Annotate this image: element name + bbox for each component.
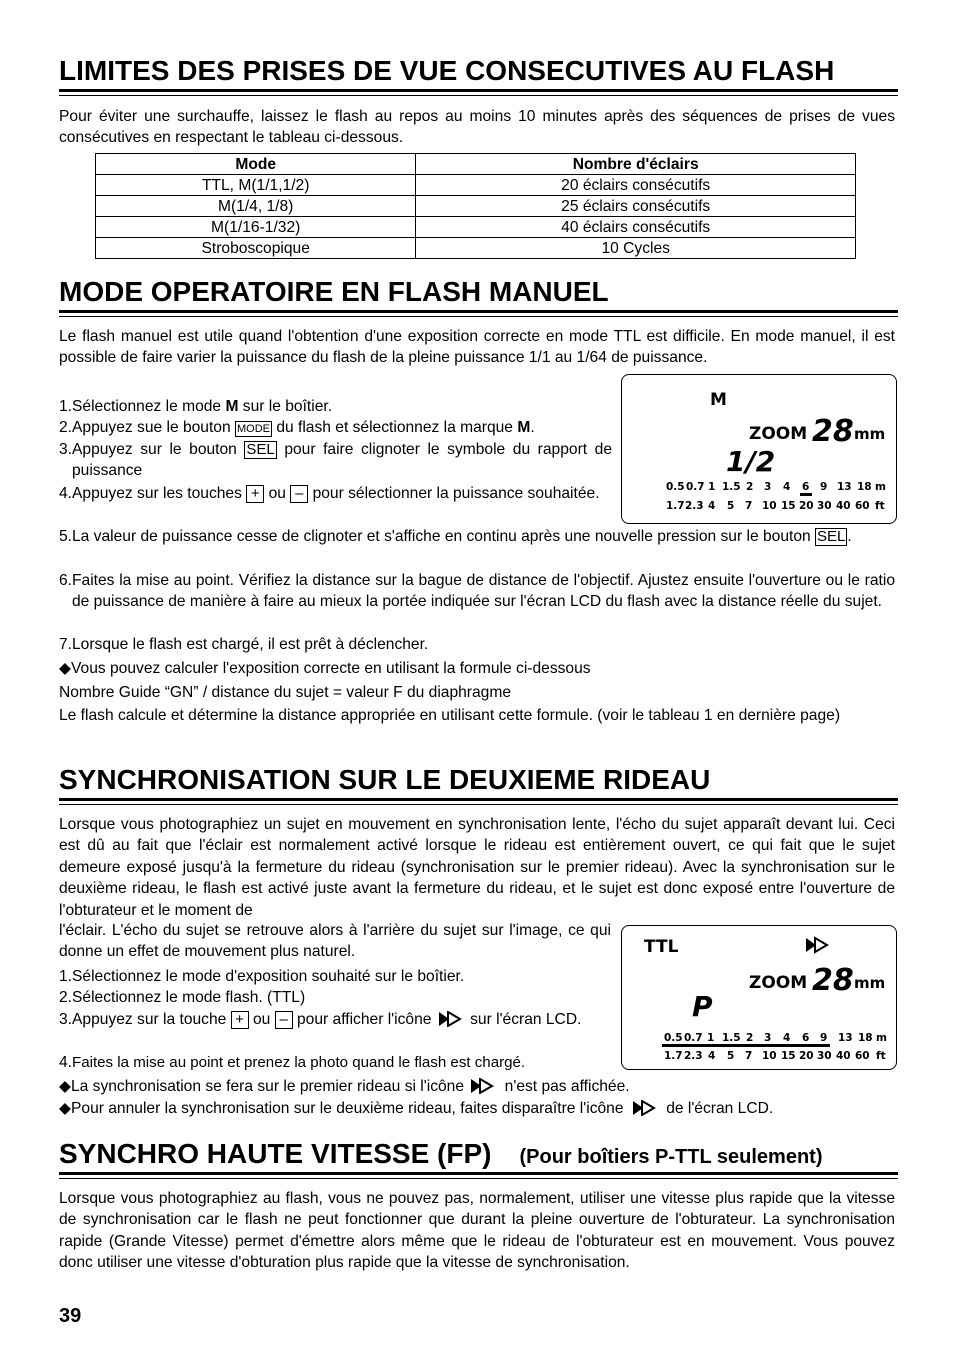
step-1: Sélectionnez le mode M sur le boîtier. [72, 398, 333, 415]
lcd-scale-label: 4 [783, 481, 791, 493]
paragraph-intro: Pour éviter une surchauffe, laissez le flash au repos au moins 10 minutes après des séquences de prises de vues consécutives en respectant le tableau ci-dessous. [59, 108, 895, 147]
lcd-scale-label: 0.7 [686, 481, 705, 493]
paragraph: Le flash calcule et détermine la distance appropriée en utilisant cette formule. (voir le tableau 1 en dernière page) [59, 707, 841, 724]
step-5: La valeur de puissance cesse de clignoter et s'affiche en continu après une nouvelle pression sur le bouton SEL . [72, 528, 852, 545]
rear-curtain-sync-icon [628, 1100, 662, 1116]
lcd-mode: TTL [644, 937, 679, 957]
lcd-distance-marker [800, 493, 812, 496]
section-title-deuxieme-rideau: SYNCHRONISATION SUR LE DEUXIEME RIDEAU [59, 764, 711, 795]
lcd-power-ratio: 1/2 [726, 445, 776, 478]
lcd-scale-label: 13 [838, 1032, 853, 1044]
lcd-scale-label: 1 [707, 1032, 715, 1044]
lcd-zoom-unit: mm [854, 974, 886, 992]
lcd-display-manual [621, 374, 897, 524]
lcd-scale-label: 2.3 [685, 500, 704, 512]
lcd-scale-label: 60 [855, 1050, 870, 1062]
lcd-mode: M [710, 390, 727, 410]
lcd-scale-label: 20 [799, 1050, 814, 1062]
step-3: Appuyez sur le bouton SEL pour faire clignoter le symbole du rapport de puissance [72, 441, 612, 480]
lcd-scale-label: 30 [817, 1050, 832, 1062]
note: ◆Pour annuler la synchronisation sur le deuxième rideau, faites disparaître l'icône de l'écran LCD. [59, 1100, 774, 1117]
lcd-zoom-value: 28 [812, 414, 854, 449]
lcd-scale-label: 2 [746, 481, 754, 493]
step-2: Sélectionnez le mode flash. (TTL) [72, 989, 306, 1006]
table-row [96, 217, 856, 238]
lcd-scale-unit: m [875, 481, 886, 493]
lcd-scale-label: 1 [708, 481, 716, 493]
sel-key-icon: SEL [817, 528, 846, 545]
paragraph: Lorsque vous photographiez au flash, vous ne pouvez pas, normalement, utiliser une vitesse plus rapide que la vitesse de synchronisation car le flash ne peut fonctionner que durant la pleine ouverture de l'obturateur. La synchronisation rapide (Grande Vitesse) permet d'émettre alors même que le rideau de l'obturateur est en mouvement. Vous pouvez donc utiliser une vitesse d'obturation plus rapide que la vitesse de synchronisation. [59, 1190, 895, 1272]
plus-key-icon: + [246, 485, 264, 503]
lcd-scale-label: 3 [764, 481, 772, 493]
table-cell: 10 Cycles [416, 238, 856, 259]
lcd-zoom-unit: mm [854, 425, 886, 443]
lcd-program-mode: P [692, 990, 713, 1023]
table-cell: M(1/4, 1/8) [96, 196, 416, 217]
table-cell: 25 éclairs consécutifs [416, 196, 856, 217]
table-row [96, 196, 856, 217]
mode-key-icon: MODE [237, 423, 270, 435]
title-rule [59, 1172, 898, 1179]
lcd-scale-m [662, 1032, 887, 1047]
rear-curtain-sync-icon [436, 1011, 466, 1027]
step-number: 7. [58, 636, 72, 653]
step-number: 1. [58, 398, 72, 415]
table-header: Mode [96, 154, 416, 175]
lcd-scale-label: 2.3 [684, 1050, 703, 1062]
step-4: Appuyez sur les touches + ou – pour sélectionner la puissance souhaitée. [72, 485, 600, 502]
lcd-scale-label: 15 [781, 1050, 796, 1062]
note: ◆Vous pouvez calculer l'exposition correcte en utilisant la formule ci-dessous [59, 660, 591, 677]
title-rule [59, 310, 898, 317]
lcd-scale-label: 15 [781, 500, 796, 512]
lcd-scale-label: 4 [708, 500, 716, 512]
lcd-scale-label: 5 [727, 1050, 735, 1062]
step-number: 1. [58, 968, 72, 985]
minus-key-icon: – [275, 1011, 293, 1029]
lcd-zoom-label: ZOOM [749, 973, 808, 993]
table-cell: 20 éclairs consécutifs [416, 175, 856, 196]
lcd-display-ttl [621, 925, 897, 1070]
step-4: Faites la mise au point et prenez la photo quand le flash est chargé. [72, 1054, 526, 1071]
lcd-scale-unit: ft [875, 500, 885, 512]
section-title-limites: LIMITES DES PRISES DE VUE CONSECUTIVES AU FLASH [59, 55, 835, 86]
flash-limits-table [95, 153, 856, 259]
table-cell: Stroboscopique [96, 238, 416, 259]
lcd-scale-label: 6 [802, 1032, 810, 1044]
lcd-scale-m [666, 481, 886, 496]
lcd-scale-label: 9 [820, 481, 828, 493]
lcd-scale-label: 20 [799, 500, 814, 512]
table-row [96, 175, 856, 196]
plus-key-icon: + [231, 1011, 249, 1029]
page-number: 39 [59, 1305, 82, 1327]
rear-curtain-sync-icon [468, 1078, 500, 1094]
section-title-synchro-fp: SYNCHRO HAUTE VITESSE (FP) (Pour boîtiers P-TTL seulement) [59, 1138, 823, 1169]
lcd-scale-label: 1.7 [664, 1050, 683, 1062]
step-number: 3. [58, 1011, 72, 1028]
step-6: Faites la mise au point. Vérifiez la distance sur la bague de distance de l'objectif. Ajustez ensuite l'ouverture ou le ratio de puissance de manière à faire au mieux la portée indiquée sur l'écran LCD du flash avec la distance réelle du sujet. [72, 572, 895, 611]
lcd-scale-label: 4 [783, 1032, 791, 1044]
step-2: Appuyez sue le bouton MODE du flash et sélectionnez la marque M. [72, 419, 535, 436]
lcd-zoom-label: ZOOM [749, 424, 808, 444]
title-rule [59, 798, 898, 805]
paragraph-intro: Le flash manuel est utile quand l'obtention d'une exposition correcte en mode TTL est difficile. En mode manuel, il est possible de faire varier la puissance du flash de la pleine puissance 1/1 au 1/64 de puissance. [59, 328, 895, 367]
step-number: 6. [58, 572, 72, 589]
table-cell: M(1/16-1/32) [96, 217, 416, 238]
minus-key-icon: – [290, 485, 308, 503]
lcd-scale-label: 1.5 [722, 481, 741, 493]
lcd-scale-label: 3 [764, 1032, 772, 1044]
lcd-scale-label: 10 [762, 500, 777, 512]
lcd-scale-label: 10 [762, 1050, 777, 1062]
lcd-scale-label: 40 [836, 1050, 851, 1062]
step-number: 4. [58, 1054, 72, 1071]
lcd-scale-label: 18 [857, 481, 872, 493]
paragraph-intro: Lorsque vous photographiez un sujet en mouvement en synchronisation lente, l'écho du sujet apparaît devant lui. Ceci est dû au fait que l'éclair est normalement activé lorsque le rideau est entièrement ouvert, ce qui fait que le sujet demeure exposé jusqu'à la fermeture du rideau (synchronisation sur le premier rideau). Avec la synchronisation sur le deuxième rideau, le flash est activé juste avant la fermeture du rideau, et le sujet est donc exposé entre l'ouverture de l'obturateur et le moment de [59, 816, 895, 919]
lcd-scale-label: 6 [802, 481, 810, 493]
title-rule [59, 89, 898, 96]
lcd-scale-label: 0.5 [664, 1032, 683, 1044]
lcd-scale-label: 30 [817, 500, 832, 512]
lcd-scale-label: 2 [746, 1032, 754, 1044]
table-header-row [96, 154, 856, 175]
lcd-scale-label: 0.5 [666, 481, 685, 493]
lcd-zoom-value: 28 [812, 963, 854, 998]
step-number: 3. [58, 441, 72, 458]
table-cell: TTL, M(1/1,1/2) [96, 175, 416, 196]
step-number: 2. [58, 989, 72, 1006]
lcd-scale-unit: m [876, 1032, 887, 1044]
lcd-scale-unit: ft [876, 1050, 886, 1062]
paragraph-intro-continued: l'éclair. L'écho du sujet se retrouve alors à l'arrière du sujet sur l'image, ce qui donne un effet de mouvement plus naturel. [59, 922, 611, 961]
sel-key-icon: SEL [246, 441, 275, 458]
lcd-scale-label: 1.7 [666, 500, 685, 512]
lcd-scale-label: 7 [745, 500, 753, 512]
lcd-scale-label: 7 [745, 1050, 753, 1062]
step-number: 4. [58, 485, 72, 502]
step-number: 5. [58, 528, 72, 545]
table-cell: 40 éclairs consécutifs [416, 217, 856, 238]
lcd-scale-label: 13 [837, 481, 852, 493]
lcd-scale-label: 40 [836, 500, 851, 512]
lcd-scale-ft [664, 1050, 886, 1062]
step-7: Lorsque le flash est chargé, il est prêt à déclencher. [72, 636, 429, 653]
lcd-scale-label: 9 [820, 1032, 828, 1044]
lcd-scale-label: 60 [855, 500, 870, 512]
lcd-scale-label: 1.5 [722, 1032, 741, 1044]
lcd-scale-label: 4 [708, 1050, 716, 1062]
rear-curtain-sync-icon [806, 938, 827, 952]
table-header: Nombre d'éclairs [416, 154, 856, 175]
section-subtitle: (Pour boîtiers P-TTL seulement) [519, 1146, 823, 1168]
lcd-scale-label: 5 [727, 500, 735, 512]
section-title-mode-manuel: MODE OPERATOIRE EN FLASH MANUEL [59, 276, 609, 307]
lcd-scale-label: 0.7 [684, 1032, 703, 1044]
lcd-range-bar [662, 1044, 830, 1047]
table-row [96, 238, 856, 259]
formula: Nombre Guide “GN” / distance du sujet = valeur F du diaphragme [59, 684, 512, 701]
step-1: Sélectionnez le mode d'exposition souhaité sur le boîtier. [72, 968, 465, 985]
lcd-scale-label: 18 [858, 1032, 873, 1044]
lcd-scale-ft [666, 500, 885, 512]
step-number: 2. [58, 419, 72, 436]
step-3: Appuyez sur la touche + ou – pour afficher l'icône sur l'écran LCD. [72, 1011, 582, 1028]
note: ◆La synchronisation se fera sur le premier rideau si l'icône n'est pas affichée. [59, 1078, 630, 1095]
